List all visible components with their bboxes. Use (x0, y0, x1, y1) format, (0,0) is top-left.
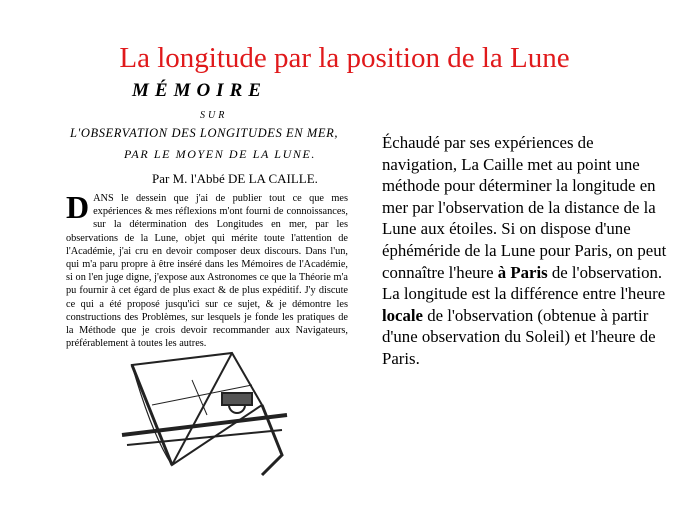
scan-title-line-1: L'OBSERVATION DES LONGITUDES EN MER, (70, 126, 339, 140)
scan-body (66, 189, 348, 350)
slide-title: La longitude par la position de la Lune (119, 42, 570, 74)
scan-sur: SUR (200, 110, 228, 121)
scan-byline: Par M. l'Abbé DE LA CAILLE. (152, 171, 318, 186)
paragraph-part-1: Échaudé par ses expériences de navigation, La Caille met au point une méthode pour déterminer la longitude en mer par l'observation de la distance de la Lune aux étoiles. Si on dispose d'une éphéméride de la Lune pour Paris, on peut connaître l'heure (382, 133, 667, 282)
scan-title-line-2: PAR LE MOYEN DE LA LUNE. (124, 147, 316, 161)
paragraph-part-3: de l'observation (obtenue à partir d'une observation du Soleil) et l'heure de Paris. (382, 305, 656, 368)
sextant-engraving (112, 345, 302, 495)
scan-body-text: ANS le dessein que j'ai de publier tout ce que mes expériences & mes réflexions m'ont fourni de connoissances, sur la détermination des Longitudes en mer, par les observations de la Lune, objet qui mérite toute l'attention de l'Académie, j'ai cru en devoir composer deux discours. Dans l'un, qui m'a paru propre à être inséré dans les Mémoires de l'Académie, si on l'en juge digne, j'expose aux Astronomes ce que la Théorie m'a pu fournir à cet égard de plus exact & de plus expéditif. J'y discute ce qui a été proposé jusqu'ici sur ce sujet, & je démontre les constructions des Problèmes, sur lesquels je fonde les pratiques de la Méthode que je crois devoir recommander aux Navigateurs, préférablement à toutes les autres. (66, 193, 348, 350)
paragraph-bold-locale: locale (382, 305, 424, 325)
scan-dropcap: D (66, 189, 90, 225)
description-paragraph (382, 132, 672, 370)
document-scan (62, 80, 357, 350)
scan-heading: MÉMOIRE (132, 80, 267, 101)
paragraph-part-2: de l'observation. La longitude est la différence entre l'heure (382, 262, 666, 304)
paragraph-bold-paris: à Paris (497, 262, 548, 282)
